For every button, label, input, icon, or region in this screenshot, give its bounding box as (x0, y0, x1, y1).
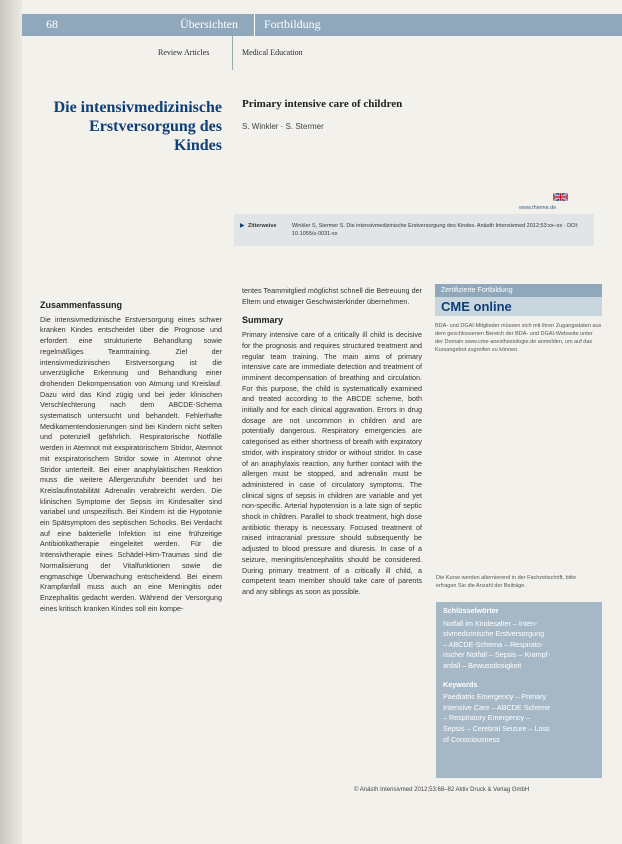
keywords-en-heading: Keywords (443, 679, 478, 689)
page-header-bar (22, 14, 622, 36)
citation-box (234, 214, 594, 246)
keyword-line: rischer Notfall – Sepsis – Krampf- (443, 650, 551, 660)
article-authors: S. Winkler · S. Stermer (242, 122, 324, 131)
summary-body: Primary intensive care of a critically ill child is decisive for the prognosis and requires structured treatment and regular team training. The main aims of primary intensive care are immediate detection and treatment of imminent decompensation of breathing and circulation. For this purpose, the child is systematically examined and treated according to the ABCDE scheme, both initially and for each clinical aggravation. Errors in drug dosage are not uncommon in children and are potentially dangerous. Respiratory emergencies are categorised as either shortness of breath with expiratory stridor, with inspiratory stridor or without stridor. In case of an anaphylaxis reaction, any further contact with the allergen must be stopped, and adrenalin must be administered in case of circulatory symptoms. The clinical signs of sepsis in children are variable and yet non-specific. Arterial hypotension is a late sign of septic shock in children. Parallel to shock treatment, high dose antibiotic therapy is necessary. Focused treatment of raised intracranial pressure should subsequently be adjusted to blood pressure and diuresis. In case of a seizure, meningitis/encephalitis should be considered. During primary treatment of a critically ill child, a competent team member should take care of parents and any siblings as soon as possible. (242, 330, 422, 596)
keyword-line: – ABCDE-Schema – Respirato- (443, 639, 544, 649)
cme-title: CME online (435, 297, 602, 316)
keyword-line: anfall – Bewusstlosigkeit (443, 660, 522, 670)
copyright-footer: © Anästh Intensivmed 2012;53:68–82 Aktiv Druck & Verlag GmbH (354, 787, 530, 793)
keyword-line: Paediatric Emergency – Primary (443, 692, 547, 702)
abstract-de-heading: Zusammenfassung (40, 300, 123, 310)
article-title-de: Die intensivmedizinische Erstversorgung des Kindes (53, 99, 222, 154)
summary-heading: Summary (242, 315, 284, 326)
keywords-de (443, 606, 595, 672)
citation-text: Winkler S, Stermer S. Die intensivmedizinische Erstversorgung des Kindes. Anästh Intensivmed 2012;53:xx–xx · DOI: 10.1055/s-0031-xx (292, 223, 579, 237)
cme-description: BDA- und DGAI-Mitglieder müssen sich mit ihren Zugangsdaten aus dem geschlossenen Bereich der BDA- und DGAI-Webseite unter der Domain www.cme-anesthesiologie.de anmelden, um auf das Kursangebot zugreifen zu können. (435, 323, 602, 353)
header-divider (254, 14, 255, 36)
keyword-line: sivmedizinische Erstversorgung (443, 629, 545, 639)
abstract-de-continuation: tentes Teammitglied möglichst schnell die Betreuung der Eltern und etwaiger Geschwisterkinder übernehmen. (242, 286, 422, 306)
english-version-link[interactable]: www.thieme.de (519, 205, 557, 211)
keyword-line: – Respiratory Emergency – (443, 713, 531, 723)
keywords-en (443, 680, 595, 746)
column-divider (232, 36, 233, 70)
section-label-en: Fortbildung (264, 17, 321, 31)
abstract-de (40, 300, 222, 614)
subsection-de: Review Articles (158, 48, 210, 57)
abstract-de-body: Die intensivmedizinische Erstversorgung eines schwer kranken Kindes entscheidet über die Prognose und erfordert eine strukturierte Behandlung sowie regelmäßiges Teamtraining. Ziel der intensivmedizinischen Erstversorgung ist die unverzügliche Erkennung und Behandlung einer drohenden Dekompensation von Atmung und Kreislauf. Dazu wird das Kind zügig und bei jeder klinischen Verschlechterung nach dem ABCDE-Schema systematisch untersucht und behandelt. Fehlerhafte Medikamentendosierungen sind bei Kindern nicht selten und potenziell gefährlich. Respiratorische Notfälle werden in Atemnot mit exspiratorischem Stridor, Atemnot mit exspiratorischem Stridor sowie in Atemnot ohne Stridor unterteilt. Bei einer anaphylaktischen Reaktion muss die weitere Allergenzufuhr beendet und bei Kreislaufinstabilität Adrenalin verabreicht werden. Die klinischen Symptome der Sepsis im Kindesalter sind variabel und unspezifisch. Bei Kindern ist die Hypotonie ein Spätsymptom des septischen Schocks. Bei Verdacht auf eine bakterielle Infektion ist eine frühzeitige Antibiotikatherapie eingeleitet werden. Für die Intensivtherapie eines Schädel-Hirn-Traumas sind die Normalisierung der Vitalfunktionen sowie die engmaschige Überwachung entscheidend. Bei einem Krampfanfall muss auch an eine Meningitis oder Enzephalitis gedacht werden. Während der Versorgung eines kritisch kranken Kindes soll ein kompe- (40, 314, 222, 613)
keywords-de-heading: Schlüsselwörter (443, 606, 499, 615)
article-title-en: Primary intensive care of children (242, 98, 403, 110)
abstract-en (242, 286, 422, 598)
keyword-line: Sepsis – Cerebral Seizure – Loss (443, 723, 550, 733)
section-label-de: Übersichten (180, 17, 238, 31)
issue-note: Die Kurse werden alternierend in der Fachzeitschrift, bitte erfragen Sie die Anzahl der Beiträge. (436, 575, 577, 589)
cme-panel (435, 284, 602, 354)
scan-edge (0, 0, 22, 844)
subsection-en: Medical Education (242, 48, 303, 57)
arrow-right-icon: ▶ (240, 223, 245, 229)
uk-flag-icon (553, 192, 568, 202)
keyword-line: Notfall im Kindesalter – Inten- (443, 618, 538, 628)
keyword-line: of Consciousness (443, 734, 500, 744)
keyword-line: Intensive Care – ABCDE Scheme (443, 702, 551, 712)
citation-label: Zitierweise (248, 223, 277, 229)
keywords-box (436, 602, 602, 778)
cme-header: Zertifizierte Fortbildung (435, 284, 602, 297)
page-number: 68 (46, 17, 58, 31)
